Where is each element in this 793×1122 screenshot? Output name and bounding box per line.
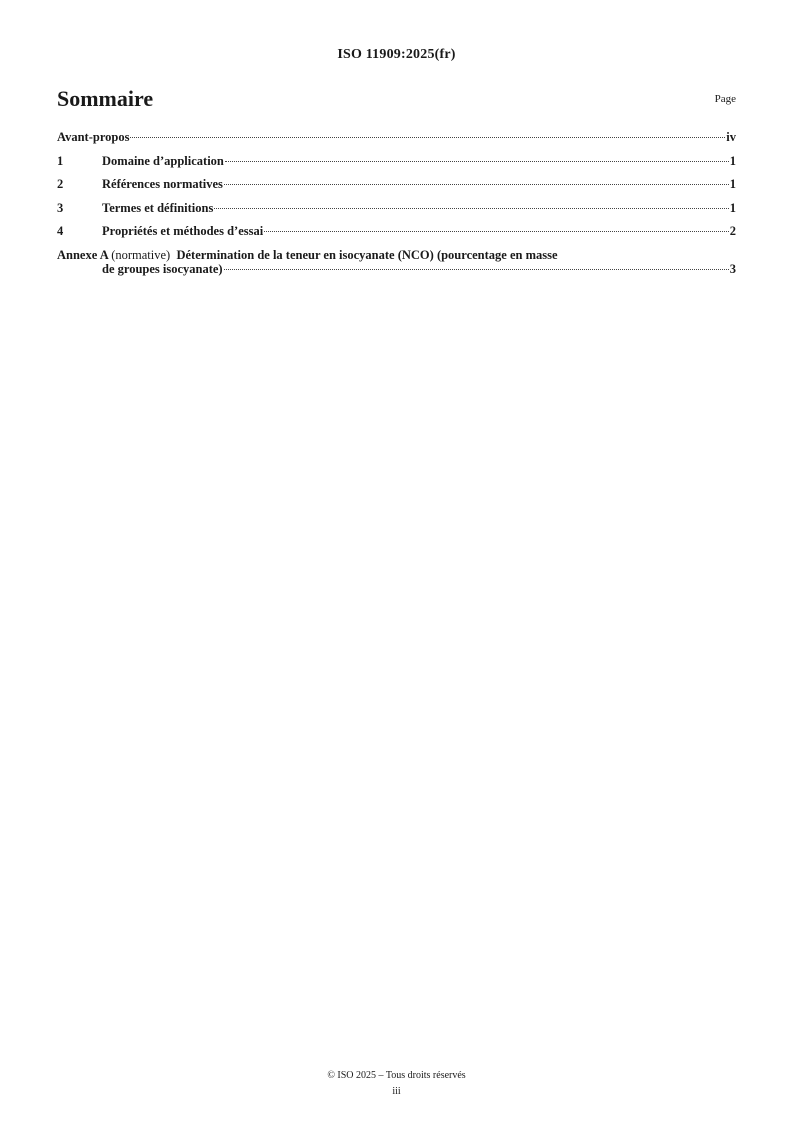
- title-row: [57, 86, 736, 114]
- page-title: Sommaire: [57, 86, 154, 111]
- toc-entry-label: Termes et définitions: [102, 200, 214, 215]
- toc-entry-foreword[interactable]: [57, 130, 736, 154]
- toc-entry-page: 1: [729, 200, 736, 215]
- toc-entry-number: 1: [57, 153, 64, 168]
- page-footer: [0, 1068, 793, 1100]
- dot-leader: [214, 208, 728, 209]
- toc-entry-number: 3: [57, 200, 64, 215]
- toc-entry-label: Domaine d’application: [102, 153, 224, 168]
- annex-title-line1: [57, 248, 736, 262]
- dot-leader: [130, 137, 725, 138]
- toc-entry-label: Avant-propos: [57, 130, 130, 144]
- toc-entry-page: iv: [726, 130, 736, 144]
- toc-entry-scope[interactable]: [57, 154, 736, 178]
- toc-entry-page: 1: [729, 177, 736, 191]
- copyright-notice: © ISO 2025 – Tous droits réservés: [327, 1070, 466, 1081]
- toc-entry-page: 3: [729, 261, 736, 276]
- toc-entry-page: 2: [729, 224, 736, 238]
- dot-leader: [225, 161, 729, 162]
- annex-prefix: Annexe A: [57, 247, 109, 262]
- table-of-contents: [57, 130, 736, 276]
- document-header: ISO 11909:2025(fr): [337, 47, 456, 62]
- toc-entry-properties[interactable]: [57, 224, 736, 248]
- toc-entry-annex-a[interactable]: [57, 248, 736, 276]
- toc-entry-terms[interactable]: [57, 201, 736, 225]
- dot-leader: [264, 231, 729, 232]
- toc-entry-label: Références normatives: [102, 177, 223, 191]
- toc-entry-page: 1: [729, 153, 736, 168]
- dot-leader: [224, 269, 729, 270]
- page-column-label: Page: [714, 93, 736, 105]
- toc-entry-label: Propriétés et méthodes d’essai: [102, 224, 264, 238]
- toc-entry-number: 4: [57, 224, 64, 238]
- dot-leader: [224, 184, 729, 185]
- annex-title-continued: de groupes isocyanate): [102, 261, 223, 276]
- page-number: iii: [392, 1086, 401, 1097]
- toc-entry-normative-references[interactable]: [57, 177, 736, 201]
- annex-type: (normative): [111, 247, 171, 262]
- annex-title: Détermination de la teneur en isocyanate (NCO) (pourcentage en masse: [176, 247, 558, 262]
- toc-entry-number: 2: [57, 177, 64, 191]
- annex-title-line2: [57, 262, 736, 276]
